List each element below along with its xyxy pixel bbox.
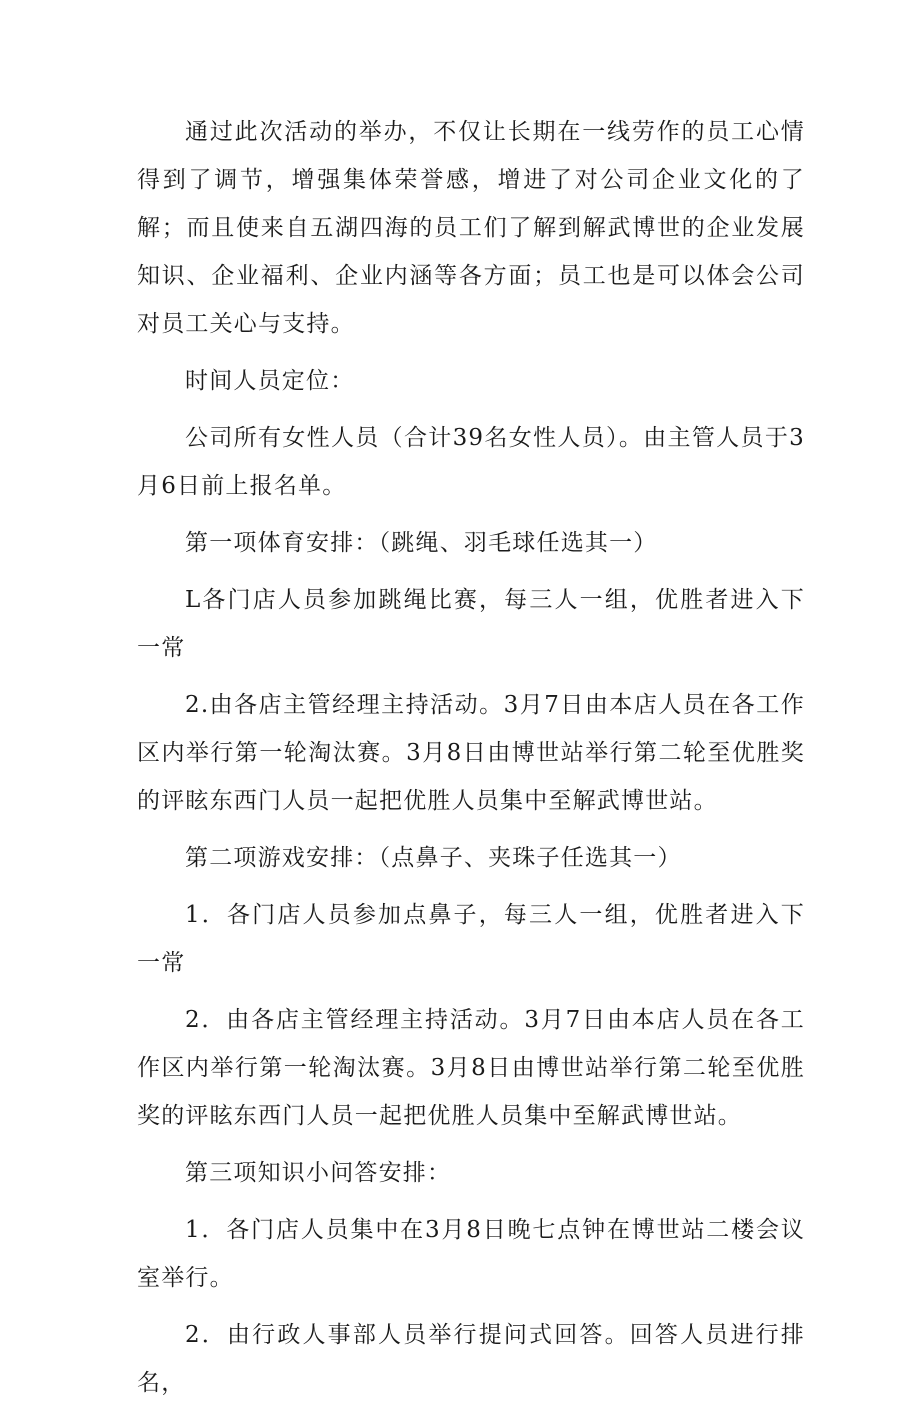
paragraph-sports-item-2: 2.由各店主管经理主持活动。3月7日由本店人员在各工作区内举行第一轮淘汰赛。3月8日由博世站举行第二轮至优胜奖的评眩东西门人员一起把优胜人员集中至解武博世站。: [137, 692, 805, 814]
paragraph-quiz-heading: 第三项知识小问答安排：: [185, 1160, 452, 1186]
paragraph-sports-heading: 第一项体育安排：（跳绳、羽毛球任选其一）: [185, 530, 658, 556]
paragraph-games-heading: 第二项游戏安排：（点鼻子、夹珠子任选其一）: [185, 845, 682, 871]
paragraph-participants: 公司所有女性人员（合计39名女性人员）。由主管人员于3月6日前上报名单。: [137, 425, 805, 499]
paragraph-time-personnel-heading: 时间人员定位：: [185, 368, 355, 394]
paragraph-sports-item-1: L各门店人员参加跳绳比赛，每三人一组，优胜者进入下一常: [137, 587, 805, 661]
paragraph-intro: 通过此次活动的举办，不仅让长期在一线劳作的员工心情得到了调节，增强集体荣誉感，增进了对公司企业文化的了解；而且使来自五湖四海的员工们了解到解武博世的企业发展知识、企业福利、企业内涵等各方面；员工也是可以体会公司对员工关心与支持。: [137, 119, 805, 337]
paragraph-games-item-2: 2．由各店主管经理主持活动。3月7日由本店人员在各工作区内举行第一轮淘汰赛。3月8日由博世站举行第二轮至优胜奖的评眩东西门人员一起把优胜人员集中至解武博世站。: [137, 1007, 805, 1129]
document-body: [137, 108, 805, 1416]
paragraph-quiz-item-2: 2．由行政人事部人员举行提问式回答。回答人员进行排名，: [137, 1322, 805, 1396]
paragraph-quiz-item-1: 1．各门店人员集中在3月8日晚七点钟在博世站二楼会议室举行。: [137, 1217, 805, 1291]
paragraph-games-item-1: 1．各门店人员参加点鼻子，每三人一组，优胜者进入下一常: [137, 902, 805, 976]
